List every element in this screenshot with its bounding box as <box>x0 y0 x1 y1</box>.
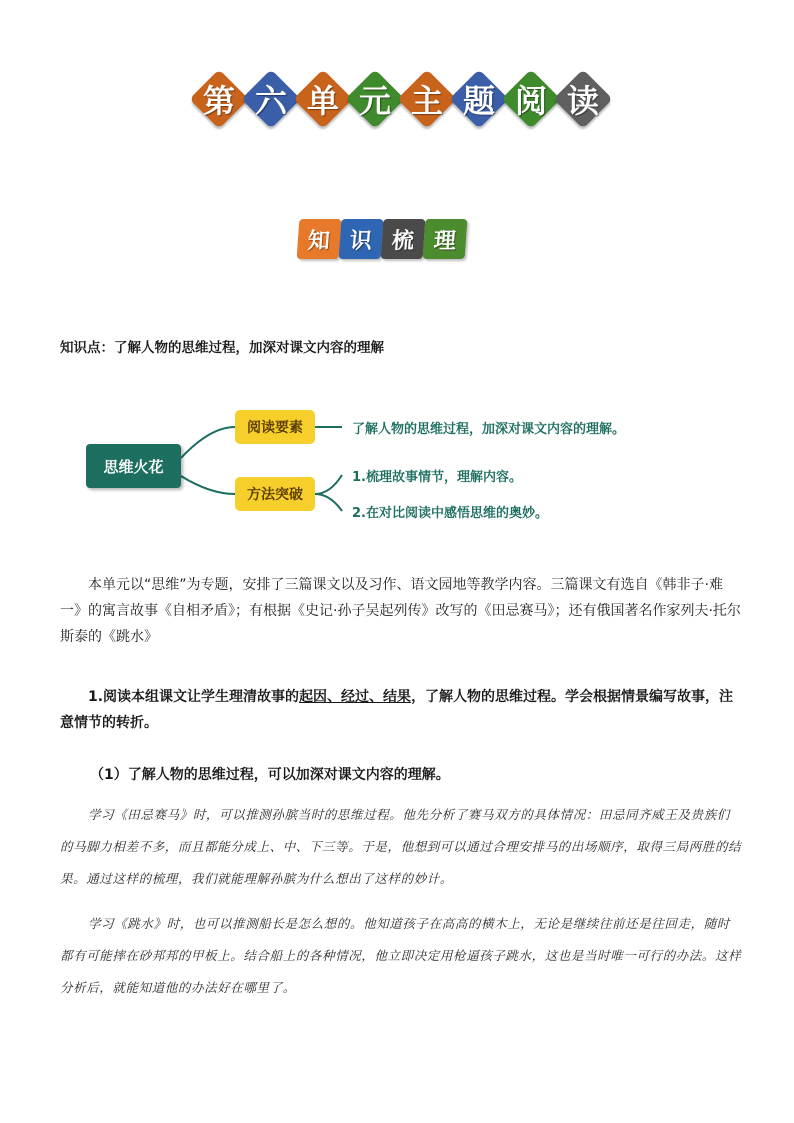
title-tile <box>190 70 248 128</box>
unit-title-banner <box>190 70 610 132</box>
connector-node2-leaves <box>315 475 342 494</box>
title-char: 主 <box>410 82 443 120</box>
mind-map-node-reading-elements: 阅读要素 <box>235 410 315 444</box>
connector-root-bottom <box>181 476 235 494</box>
mind-map-root: 思维火花 <box>86 444 181 488</box>
title-char: 阅 <box>514 82 547 120</box>
title-tile <box>398 70 456 128</box>
section-tile <box>381 219 426 259</box>
title-tile <box>502 70 560 128</box>
connector-node2-leaf2 <box>315 494 342 511</box>
point-1-underlined: 起因、经过、结果 <box>299 689 412 705</box>
point-1-text: 1.阅读本组课文让学生理清故事的 <box>88 689 300 705</box>
example-tianji-paragraph: 学习《田忌赛马》时，可以推测孙膑当时的思维过程。他先分析了赛马双方的具体情况：田忌同齐威王及贵族们的马脚力相差不多，而且都能分成上、中、下三等。于是，他想到可以通过合理安排马的出场顺序，取得三局两胜的结果。通过这样的梳理，我们就能理解孙膑为什么想出了这样的妙计。 <box>60 807 742 886</box>
connector-root-top <box>181 427 235 458</box>
knowledge-point-heading: 知识点：了解人物的思维过程，加深对课文内容的理解 <box>60 340 384 356</box>
title-tile <box>554 70 612 128</box>
title-char: 单 <box>306 82 339 120</box>
section-tile <box>423 219 468 259</box>
title-char: 元 <box>358 82 391 120</box>
title-tile <box>450 70 508 128</box>
section-tile <box>297 219 342 259</box>
title-tile <box>346 70 404 128</box>
section-char: 梳 <box>390 227 415 254</box>
title-tile <box>242 70 300 128</box>
mind-map-leaf: 了解人物的思维过程，加深对课文内容的理解。 <box>352 422 626 437</box>
section-title-banner <box>298 219 468 261</box>
title-tile <box>294 70 352 128</box>
title-char: 第 <box>202 82 235 120</box>
mind-map-leaf: 1.梳理故事情节，理解内容。 <box>352 470 522 485</box>
title-char: 题 <box>462 82 495 120</box>
title-char: 读 <box>566 82 599 120</box>
title-char: 六 <box>254 82 287 120</box>
section-char: 识 <box>348 227 373 254</box>
point-1-paragraph <box>60 684 742 736</box>
subpoint-1-heading: （1）了解人物的思维过程，可以加深对课文内容的理解。 <box>90 767 450 783</box>
section-tile <box>339 219 384 259</box>
mind-map-node-method: 方法突破 <box>235 477 315 511</box>
point-1-text-rest: ，了解人物的思维过程。学会根据情景编写故事，注意情节的转折。 <box>60 689 734 731</box>
section-char: 理 <box>432 227 457 254</box>
section-char: 知 <box>306 227 331 254</box>
unit-introduction: 本单元以“思维”为专题，安排了三篇课文以及习作、语文园地等教学内容。三篇课文有选自《韩非子·难一》的寓言故事《自相矛盾》；有根据《史记·孙子吴起列传》改写的《田忌赛马》；还有俄国著名作家列夫·托尔斯泰的《跳水》 <box>60 577 741 645</box>
mind-map <box>80 400 680 530</box>
mind-map-leaf: 2.在对比阅读中感悟思维的奥妙。 <box>352 506 548 521</box>
example-tiaoshui-paragraph: 学习《跳水》时，也可以推测船长是怎么想的。他知道孩子在高高的横木上，无论是继续往前还是往回走，随时都有可能摔在砂邦邦的甲板上。结合船上的各种情况，他立即决定用枪逼孩子跳水，这也是当时唯一可行的办法。这样分析后，就能知道他的办法好在哪里了。 <box>60 916 742 995</box>
